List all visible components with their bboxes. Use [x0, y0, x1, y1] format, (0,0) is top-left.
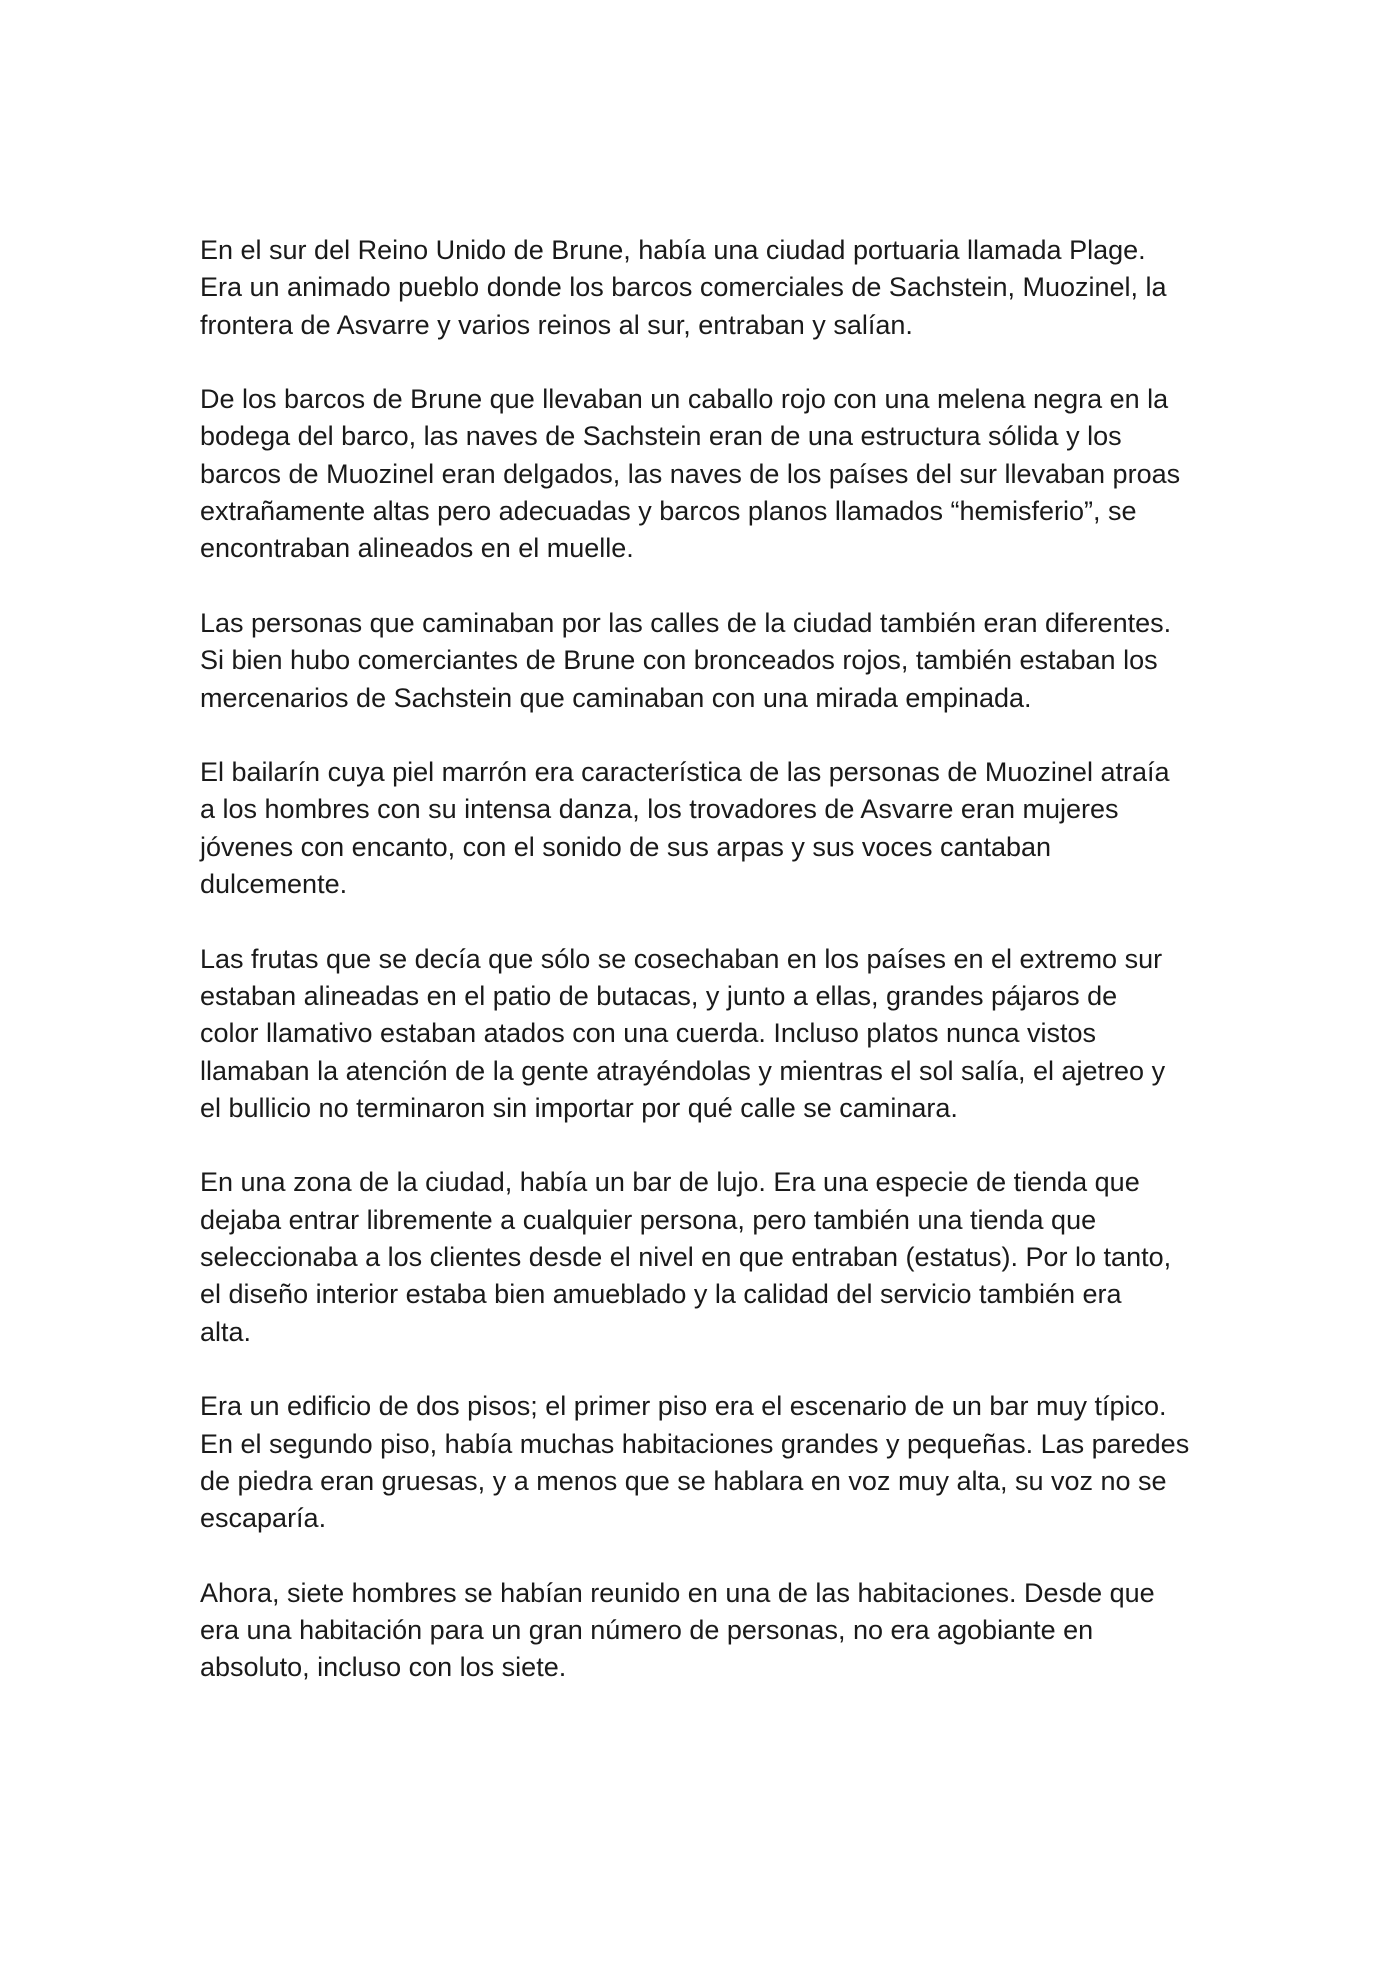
paragraph-5: Las frutas que se decía que sólo se cosechaban en los países en el extremo sur estaban alineadas en el patio de butacas, y junto a ellas, grandes pájaros de color llamativo estaban atados con una cuerda. Incluso platos nunca vistos llamaban la atención de la gente atrayéndolas y mientras el sol salía, el ajetreo y el bullicio no terminaron sin importar por qué calle se caminara. — [200, 943, 1166, 1123]
paragraph-4: El bailarín cuya piel marrón era característica de las personas de Muozinel atraía a los hombres con su intensa danza, los trovadores de Asvarre eran mujeres jóvenes con encanto, con el sonido de sus arpas y sus voces cantaban dulcemente. — [200, 757, 1170, 900]
paragraph-2: De los barcos de Brune que llevaban un caballo rojo con una melena negra en la bodega del barco, las naves de Sachstein eran de una estructura sólida y los barcos de Muozinel eran delgados, las naves de los países del sur llevaban proas extrañamente altas pero adecuadas y barcos planos llamados “hemisferio”, se encontraban alineados en el muelle. — [200, 384, 1181, 564]
paragraph-6: En una zona de la ciudad, había un bar de lujo. Era una especie de tienda que dejaba entrar libremente a cualquier persona, pero también una tienda que seleccionaba a los clientes desde el nivel en que entraban (estatus). Por lo tanto, el diseño interior estaba bien amueblado y la calidad del servicio también era alta. — [200, 1167, 1172, 1347]
paragraph-7: Era un edificio de dos pisos; el primer piso era el escenario de un bar muy típico. En el segundo piso, había muchas habitaciones grandes y pequeñas. Las paredes de piedra eran gruesas, y a menos que se hablara en voz muy alta, su voz no se escaparía. — [200, 1391, 1190, 1534]
document-body — [200, 232, 1210, 1724]
paragraph-8: Ahora, siete hombres se habían reunido en una de las habitaciones. Desde que era una habitación para un gran número de personas, no era agobiante en absoluto, incluso con los siete. — [200, 1577, 1155, 1683]
paragraph-3: Las personas que caminaban por las calles de la ciudad también eran diferentes. Si bien hubo comerciantes de Brune con bronceados rojos, también estaban los mercenarios de Sachstein que caminaban con una mirada empinada. — [200, 607, 1172, 713]
paragraph-1: En el sur del Reino Unido de Brune, había una ciudad portuaria llamada Plage. Era un animado pueblo donde los barcos comerciales de Sachstein, Muozinel, la frontera de Asvarre y varios reinos al sur, entraban y salían. — [200, 235, 1167, 340]
